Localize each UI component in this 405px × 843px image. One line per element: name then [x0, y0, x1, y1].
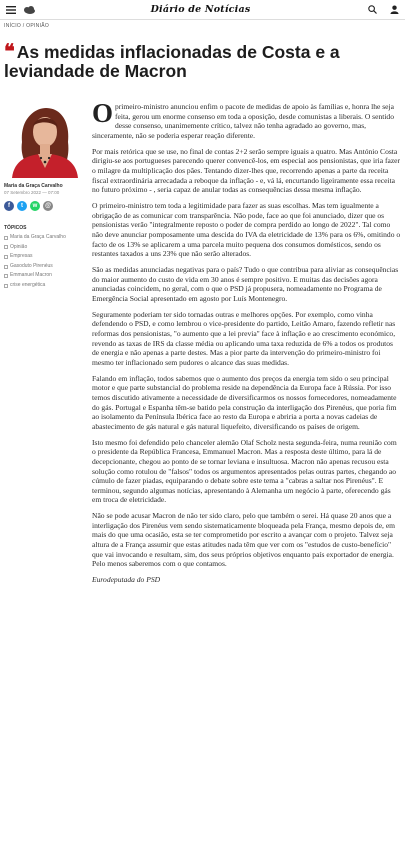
topic-label: crise energética: [10, 281, 46, 288]
author-signature: Eurodeputada do PSD: [92, 575, 161, 585]
lead-paragraph: [92, 98, 401, 140]
tag-icon: [4, 255, 8, 259]
topic-label: Emmanuel Macron: [10, 272, 52, 279]
article-paragraph: Isto mesmo foi defendido pelo chanceler alemão Olaf Scholz nesta segunda-feira, numa reunião com o presidente da República Francesa, Emmanuel Macron. Mas a resposta deste último, para lá de decepcionante, chegou ao ponto de se tornar leviana e insultuosa. Macron não apenas recusou esta solução como rotulou de "falsos" todos os argumentos apresentados pelas outras partes, chegando ao cúmulo de fazer piadas, equiparando o debate sobre este tema a "cabras a saltar nos Pirenéus". E terminou, segundo algumas notícias, apresentando à Alemanha um negócio à parte, oferecendo gás em troca de eletricidade.: [92, 437, 397, 505]
facebook-icon[interactable]: f: [4, 201, 14, 211]
tag-icon: [4, 265, 8, 269]
topic-item[interactable]: [4, 262, 86, 272]
twitter-icon[interactable]: t: [17, 201, 27, 211]
topic-item[interactable]: [4, 252, 86, 262]
weather-icon[interactable]: [22, 4, 36, 16]
menu-icon[interactable]: [4, 4, 18, 16]
title-text: As medidas inflacionadas de Costa e a leviandade de Macron: [4, 42, 340, 81]
article-paragraph: Não se pode acusar Macron de não ter sido claro, pelo que também o serei. Há quase 20 anos que a interligação dos Pirenéus vem sendo sistematicamente bloqueada pela França, mesmo depois de, em mais do que uma ocasião, esta se ter comprometido por escrito a avançar com o projeto. Talvez seja altura de a França assumir que estas atitudes nada têm que ver com os "estudos de custo-benefício" que vai invocando e resultam, sim, dos seus próprios objetivos enquanto país exportador de energia. Pelo menos saberemos com o que contamos.: [92, 511, 396, 569]
author-name[interactable]: Maria da Graça Carvalho: [4, 183, 63, 189]
publish-date: 07 Setembro 2022 — 07:00: [4, 190, 60, 195]
tag-icon: [4, 274, 8, 278]
breadcrumb[interactable]: INÍCIO / OPINIÃO: [4, 23, 50, 29]
topic-label: Maria da Graça Carvalho: [10, 234, 66, 240]
whatsapp-icon[interactable]: w: [30, 201, 40, 211]
tag-icon: [4, 284, 8, 288]
topic-label: Opinião: [10, 243, 28, 250]
topics-title: TÓPICOS: [4, 225, 27, 231]
lead-text: primeiro-ministro anunciou enfim o pacote de medidas de apoio às famílias e, honra lhe seja feita, gerou um enorme consenso em toda a oposição, desde comunistas a liberais. O sentido desse consenso, unanimemente crítico, talvez não tenha agradado ao governo, mas, sinceramente, não se poderia esperar reação diferente.: [92, 102, 394, 140]
article-paragraph: Por mais retórica que se use, no final de contas 2+2 serão sempre iguais a quatro. Mas António Costa dirigiu-se aos portugueses parecendo querer convencê-los, em especial aos pensionistas, que iria fazer o milagre da multiplicação dos pães. Tentando dizer-lhes que, recorrendo apenas a parte da receita fiscal extraordinária arrecadada a reboque da inflação - e, vá lá, encurtando ligeiramente essa receita no futuro próximo - , seria capaz de anular todas as consequências dessa mesma inflação.: [92, 146, 401, 195]
top-bar: [0, 0, 405, 20]
user-icon[interactable]: [387, 4, 401, 16]
top-bar-right: [365, 4, 401, 16]
topics-list: [4, 233, 86, 291]
topic-label: Gasoduto Pirenéus: [10, 262, 53, 269]
search-icon[interactable]: [365, 4, 379, 16]
article-paragraph: Falando em inflação, todos sabemos que o aumento dos preços da energia tem sido o seu principal motor e que parte substancial do problema reside na dependência da Europa face à Rússia. Por isso temos discutido ativamente a necessidade de diversificarmos os nossos fornecedores, nomeadamente do gás. Portugal e Espanha têm-se batido pela construção da interligação dos Pirenéus, que poria fim ao isolamento da Península Ibérica face ao resto da Europa e abriria a porta a novas cadeias de abastecimento de gás natural e gás natural liquefeito, diversificando os países de origem.: [92, 373, 397, 431]
topic-item[interactable]: [4, 281, 86, 291]
article-paragraph: O primeiro-ministro tem toda a legitimidade para fazer as suas escolhas. Mas tem igualmente a obrigação de as comunicar com transparência. Não pode, face ao que foi anunciado, dizer que os pensionistas verão "integralmente reposto o poder de compra perdido ao longo de 2022". Tal como não deve anunciar pomposamente uma descida do IVA da eletricidade de 13% para os 6%, omitindo o facto de os 13% se aplicarem a uma parcela muito pequena dos consumos domésticos, sendo os restantes taxados a uns 23% que não serão alterados.: [92, 201, 401, 259]
topic-item[interactable]: [4, 243, 86, 253]
article-paragraph: São as medidas anunciadas negativas para o país? Tudo o que contribua para aliviar as consequências do maior aumento do custo de vida em 30 anos é sempre positivo. E muitas das decisões agora anunciadas coincidem, no geral, com o que o PSD já propusera, nomeadamente no Programa de Emergência Social apresentado em agosto por Luís Montenegro.: [92, 265, 399, 303]
drop-cap: O: [92, 98, 114, 128]
article-body: [92, 98, 401, 591]
topic-item[interactable]: [4, 271, 86, 281]
email-icon[interactable]: @: [43, 201, 53, 211]
page-title: [4, 39, 399, 81]
brand-logo[interactable]: Diário de Notícias: [150, 4, 251, 15]
top-bar-left: [4, 4, 36, 16]
topic-label: Empresas: [10, 253, 33, 260]
tag-icon: [4, 236, 8, 240]
author-column: [4, 102, 86, 291]
tag-icon: [4, 245, 8, 249]
article-paragraph: Seguramente poderiam ter sido tornadas outras e melhores opções. Por exemplo, como vinha defendendo o PSD, e como lembrou o vice-presidente do partido, Leitão Amaro, fazendo refletir nas reformas dos pensionistas, "o aumento que a lei previa" face à inflação e ao crescimento económico, revendo as taxas de IRS da classe média ou aplicando uma taxa reduzida de 6% a todos os produtos de energia e não apenas a parte destes. Mas a pior parte da intervenção do primeiro-ministro foi mesmo ter inflacionado sem pudores o alcance das suas medidas.: [92, 309, 396, 367]
social-share: [4, 201, 86, 211]
author-photo: [4, 102, 86, 178]
topic-item[interactable]: [4, 233, 86, 243]
quote-mark-icon: ❝: [4, 39, 15, 63]
